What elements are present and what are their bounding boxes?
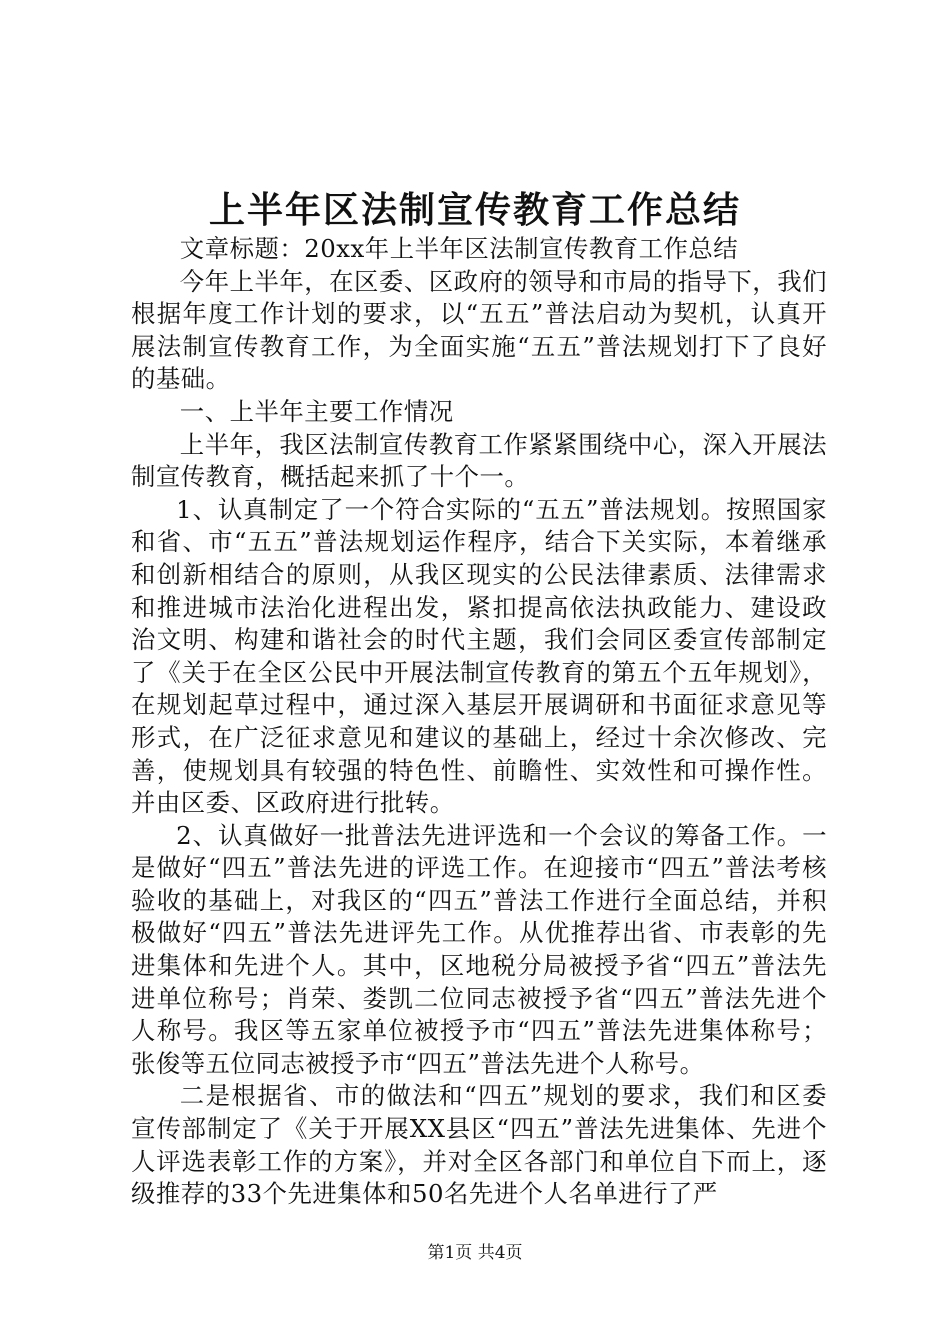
document-body xyxy=(131,233,827,1211)
section-heading: 一、上半年主要工作情况 xyxy=(179,396,454,426)
item-2-sub-paragraph: 二是根据省、市的做法和“四五”规划的要求，我们和区委宣传部制定了《关于开展XX县区“四五”普法先进集体、先进个人评选表彰工作的方案》，并对全区各部门和单位自下而上，逐级推荐的33个先进集体和50名先进个人名单进行了严 xyxy=(131,1081,827,1209)
item-1-paragraph: 1、认真制定了一个符合实际的“五五”普法规划。按照国家和省、市“五五”普法规划运作程序，结合下关实际，本着继承和创新相结合的原则，从我区现实的公民法律素质、法律需求和推进城市法治化进程出发，紧扣提高依法执政能力、建设政治文明、构建和谐社会的时代主题，我们会同区委宣传部制定了《关于在全区公民中开展法制宣传教育的第五个五年规划》，在规划起草过程中，通过深入基层开展调研和书面征求意见等形式，在广泛征求意见和建议的基础上，经过十余次修改、完善，使规划具有较强的特色性、前瞻性、实效性和可操作性。并由区委、区政府进行批转。 xyxy=(131,494,827,818)
page-indicator: 第1页 共4页 xyxy=(427,1243,523,1263)
item-2-paragraph: 2、认真做好一批普法先进评选和一个会议的筹备工作。一是做好“四五”普法先进的评选工作。在迎接市“四五”普法考核验收的基础上，对我区的“四五”普法工作进行全面总结，并积极做好“四五”普法先进评先工作。从优推荐出省、市表彰的先进集体和先进个人。其中，区地税分局被授予省“四五”普法先进单位称号；肖荣、娄凯二位同志被授予省“四五”普法先进个人称号。我区等五家单位被授予市“四五”普法先进集体称号；张俊等五位同志被授予市“四五”普法先进个人称号。 xyxy=(131,820,827,1078)
document-title: 上半年区法制宣传教育工作总结 xyxy=(208,189,741,231)
intro-paragraph: 今年上半年，在区委、区政府的领导和市局的指导下，我们根据年度工作计划的要求，以“五五”普法启动为契机，认真开展法制宣传教育工作，为全面实施“五五”普法规划打下了良好的基础。 xyxy=(131,266,827,394)
article-title-line: 文章标题：20xx年上半年区法制宣传教育工作总结 xyxy=(179,234,739,263)
summary-paragraph: 上半年，我区法制宣传教育工作紧紧围绕中心，深入开展法制宣传教育，概括起来抓了十个一。 xyxy=(131,429,827,492)
